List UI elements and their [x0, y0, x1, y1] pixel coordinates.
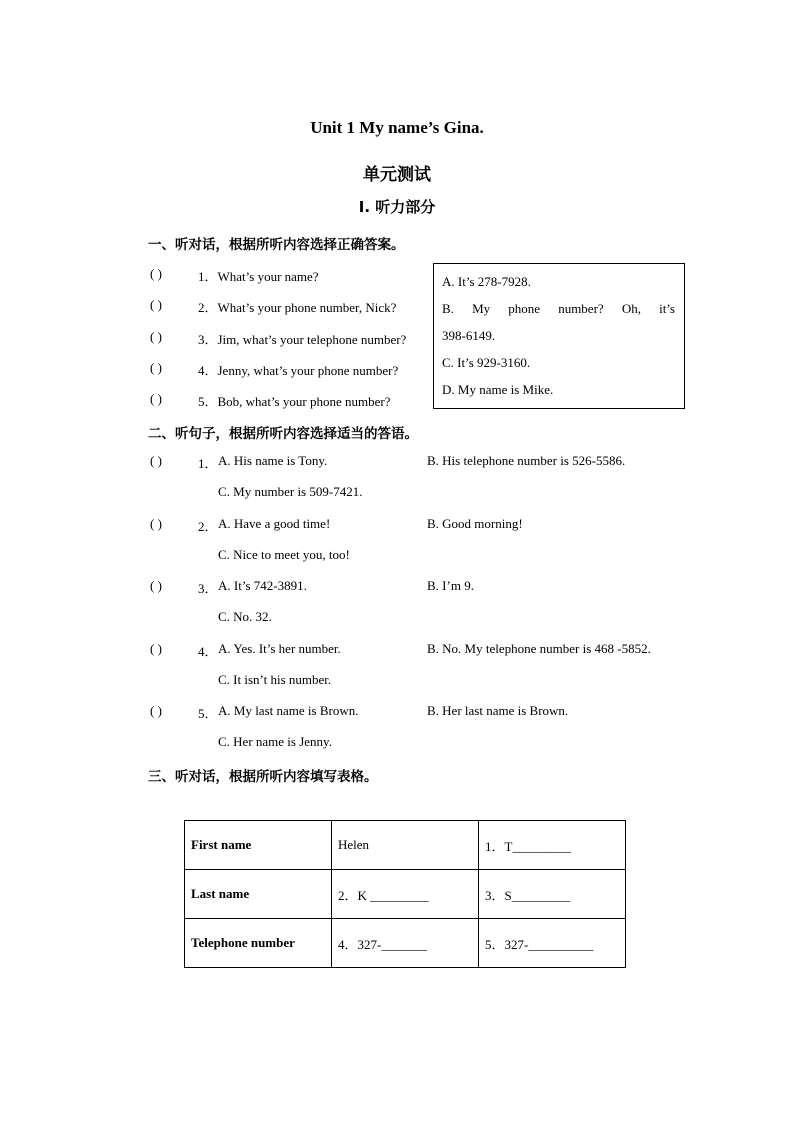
answer-blank[interactable]: ( )	[150, 360, 162, 375]
table-blank-cell[interactable]: 3．S_________	[479, 870, 626, 919]
choice-a: A. Have a good time!	[218, 516, 331, 531]
option-b-word: My	[472, 301, 491, 316]
table-cell: Helen	[332, 821, 479, 870]
option-b-word: number?	[558, 301, 604, 316]
question-text: 5．Bob, what’s your phone number?	[198, 394, 391, 409]
choice-c: C. My number is 509-7421.	[218, 484, 363, 499]
choice-b: B. Good morning!	[427, 516, 523, 531]
question-text: 3．Jim, what’s your telephone number?	[198, 332, 407, 347]
option-d: D. My name is Mike.	[442, 382, 554, 397]
choice-b: B. Her last name is Brown.	[427, 703, 569, 718]
table-row	[185, 870, 626, 919]
answer-blank[interactable]: ( )	[150, 453, 162, 468]
table-blank-cell[interactable]: 5．327-__________	[479, 919, 626, 968]
options-box	[433, 263, 685, 409]
option-b-word: it’s	[659, 301, 675, 316]
table-header-cell: First name	[185, 821, 332, 870]
question-number: 1．	[198, 456, 218, 471]
option-b-word: phone	[508, 301, 541, 316]
question-text: 2．What’s your phone number, Nick?	[198, 300, 397, 315]
table-blank-cell[interactable]: 2．K _________	[332, 870, 479, 919]
answer-blank[interactable]: ( )	[150, 703, 162, 718]
choice-b: B. I’m 9.	[427, 578, 474, 593]
answer-blank[interactable]: ( )	[150, 578, 162, 593]
table-row	[185, 821, 626, 870]
option-b-word: Oh,	[621, 301, 641, 316]
section1-heading: 一、听对话，根据所听内容选择正确答案。	[148, 237, 405, 253]
option-b	[442, 301, 675, 317]
choice-c: C. Nice to meet you, too!	[218, 547, 350, 562]
choice-b: B. No. My telephone number is 468 -5852.	[427, 641, 651, 656]
question-number: 5．	[198, 706, 218, 721]
choice-a: A. His name is Tony.	[218, 453, 328, 468]
section2-heading: 二、听句子，根据所听内容选择适当的答语。	[148, 426, 418, 442]
choice-c: C. It isn’t his number.	[218, 672, 332, 687]
option-b-continued: 398-6149.	[442, 328, 496, 343]
option-b-word: B.	[442, 301, 454, 316]
answer-blank[interactable]: ( )	[150, 266, 162, 281]
section3-heading: 三、听对话，根据所听内容填写表格。	[148, 769, 378, 785]
question-text: 1．What’s your name?	[198, 269, 319, 284]
option-c: C. It’s 929-3160.	[442, 355, 531, 370]
page-title: Unit 1 My name’s Gina.	[310, 118, 484, 137]
table-blank-cell[interactable]: 4．327-_______	[332, 919, 479, 968]
table-header-cell: Last name	[185, 870, 332, 919]
answer-blank[interactable]: ( )	[150, 641, 162, 656]
answer-blank[interactable]: ( )	[150, 391, 162, 406]
option-a: A. It’s 278-7928.	[442, 274, 531, 289]
question-number: 2．	[198, 519, 218, 534]
choice-a: A. Yes. It’s her number.	[218, 641, 341, 656]
part-heading: I. 听力部分	[358, 198, 436, 216]
choice-b: B. His telephone number is 526-5586.	[427, 453, 626, 468]
answer-blank[interactable]: ( )	[150, 297, 162, 312]
choice-a: A. My last name is Brown.	[218, 703, 359, 718]
answer-blank[interactable]: ( )	[150, 516, 162, 531]
table-row	[185, 919, 626, 968]
choice-c: C. Her name is Jenny.	[218, 734, 332, 749]
table-blank-cell[interactable]: 1．T_________	[479, 821, 626, 870]
choice-c: C. No. 32.	[218, 609, 272, 624]
page-subtitle: 单元测试	[363, 165, 431, 185]
question-number: 3．	[198, 581, 218, 596]
answer-blank[interactable]: ( )	[150, 329, 162, 344]
table-header-cell: Telephone number	[185, 919, 332, 968]
question-number: 4．	[198, 644, 218, 659]
choice-a: A. It’s 742-3891.	[218, 578, 307, 593]
info-table	[184, 820, 626, 968]
question-text: 4．Jenny, what’s your phone number?	[198, 363, 399, 378]
